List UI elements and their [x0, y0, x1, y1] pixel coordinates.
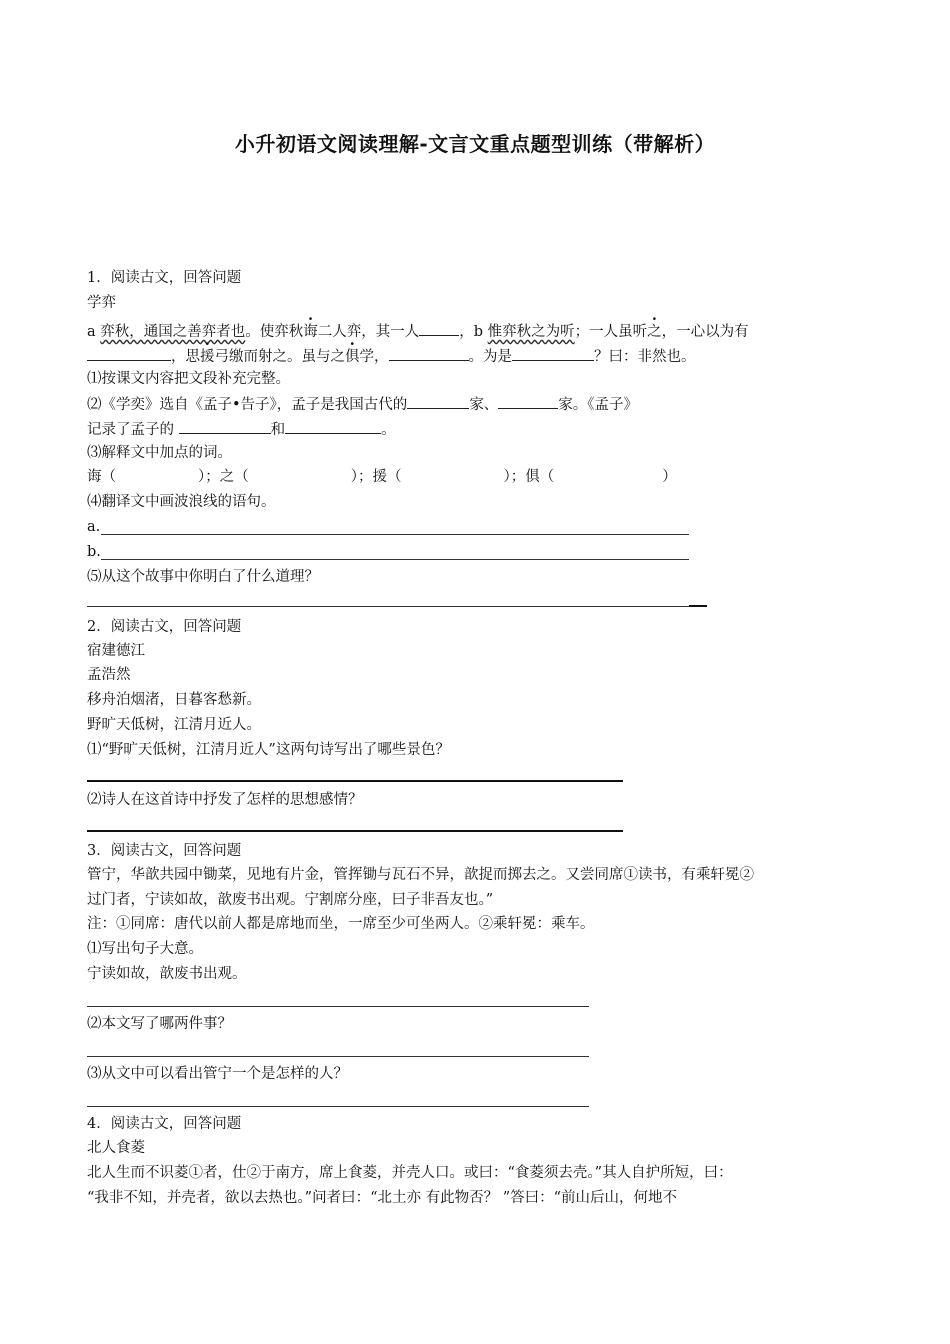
answer-line-q1-5[interactable]: [87, 606, 689, 607]
q3-text-line2: 过门者，宁读如故，歆废书出观。宁割席分座，曰子非吾友也。”: [87, 892, 494, 908]
q1-sub2-line2: 记录了孟子的 和 。: [87, 418, 396, 440]
q2-sub2: ⑵诗人在这首诗中抒发了怎样的思想感情？: [87, 792, 363, 808]
blank-2[interactable]: [87, 345, 171, 361]
q1-passage-line2: ，思援弓缴而射之。虽与之俱学， 。为是 ？曰：非然也。: [87, 345, 696, 367]
blank-record-2[interactable]: [285, 418, 381, 434]
q3-sub2: ⑵本文写了哪两件事？: [87, 1016, 232, 1032]
dotted-word-zhi: 之: [647, 324, 662, 340]
q3-sub3: ⑶从文中可以看出管宁一个是怎样的人？: [87, 1066, 348, 1082]
blank-3[interactable]: [389, 345, 469, 361]
q4-text-line1: 北人生而不识菱①者，仕②于南方，席上食菱，并壳人口。或曰：“食菱须去壳。”其人自护所短，曰：: [87, 1165, 733, 1181]
q1-sub1: ⑴按课文内容把文段补充完整。: [87, 371, 290, 387]
q1-subtitle: 学弈: [87, 295, 116, 311]
blank-school-1[interactable]: [407, 393, 469, 409]
q2-poem-line1: 移舟泊烟渚，日暮客愁新。: [87, 692, 261, 708]
q1-passage-line1: a 弈秋，通国之善弈者也。使弈秋诲二人弈，其一人 ，b 惟弈秋之为听；一人虽听之，一心以为有: [87, 320, 749, 342]
q3-text-line1: 管宁，华歆共园中锄菜，见地有片金，管挥锄与瓦石不异，歆捉而掷去之。又尝同席①读书，有乘轩冕②: [87, 867, 754, 883]
q1-sub4-a: a.: [87, 519, 101, 535]
answer-line-b[interactable]: [101, 559, 689, 560]
q2-poem-title: 宿建德江: [87, 643, 145, 659]
q1-heading: 1．阅读古文，回答问题: [87, 270, 242, 286]
q1-sub4-b: b.: [87, 544, 101, 560]
q4-heading: 4．阅读古文，回答问题: [87, 1116, 242, 1132]
q3-sub1: ⑴写出句子大意。: [87, 941, 203, 957]
q1-sub4: ⑷翻译文中画波浪线的语句。: [87, 494, 276, 510]
q1-sub5: ⑸从这个故事中你明白了什么道理？: [87, 569, 319, 585]
q2-heading: 2．阅读古文，回答问题: [87, 619, 242, 635]
answer-line-q3-1[interactable]: [87, 1006, 589, 1007]
q1-sub3: ⑶解释文中加点的词。: [87, 445, 232, 461]
answer-line-q1-5-end: [689, 605, 707, 607]
q4-text-line2: “我非不知，并壳者，欲以去热也。”问者曰：“北土亦 有此物否？ ”答曰：“前山后山，何地不: [87, 1190, 678, 1206]
answer-line-q3-2[interactable]: [87, 1056, 589, 1057]
q4-subtitle: 北人食菱: [87, 1140, 145, 1156]
q1-sub2: ⑵《学奕》选自《孟子•告子》，孟子是我国古代的 家、 家。《孟子》: [87, 393, 638, 415]
q3-heading: 3．阅读古文，回答问题: [87, 843, 242, 859]
q2-sub1: ⑴“野旷天低树，江清月近人”这两句诗写出了哪些景色？: [87, 742, 450, 758]
dotted-word-hui: 诲: [303, 324, 318, 340]
q1-sub3-answers: 诲（ ）；之（ ）；援（ ）；俱（ ）: [87, 469, 677, 485]
wavy-sentence-a: 弈秋，通国之善弈者也: [100, 324, 246, 340]
q2-poem-line2: 野旷天低树，江清月近人。: [87, 717, 261, 733]
blank-record-1[interactable]: [179, 418, 271, 434]
blank-1[interactable]: [419, 320, 459, 336]
dotted-word-ju: 俱: [345, 349, 360, 365]
page-title: 小升初语文阅读理解-文言文重点题型训练（带解析）: [234, 132, 716, 156]
q3-sub1-sentence: 宁读如故，歆废书出观。: [87, 966, 247, 982]
wavy-sentence-b: 惟弈秋之为听: [487, 324, 575, 340]
blank-school-2[interactable]: [498, 393, 558, 409]
answer-line-q3-3[interactable]: [87, 1106, 589, 1107]
dotted-word-yuan: 援: [200, 349, 215, 365]
answer-line-q2-2[interactable]: [87, 830, 623, 832]
blank-4[interactable]: [512, 345, 594, 361]
q2-author: 孟浩然: [87, 667, 131, 683]
q3-note: 注：①同席：唐代以前人都是席地而坐，一席至少可坐两人。②乘轩冕：乘车。: [87, 916, 595, 932]
answer-line-q2-1[interactable]: [87, 780, 623, 782]
answer-line-a[interactable]: [101, 534, 689, 535]
